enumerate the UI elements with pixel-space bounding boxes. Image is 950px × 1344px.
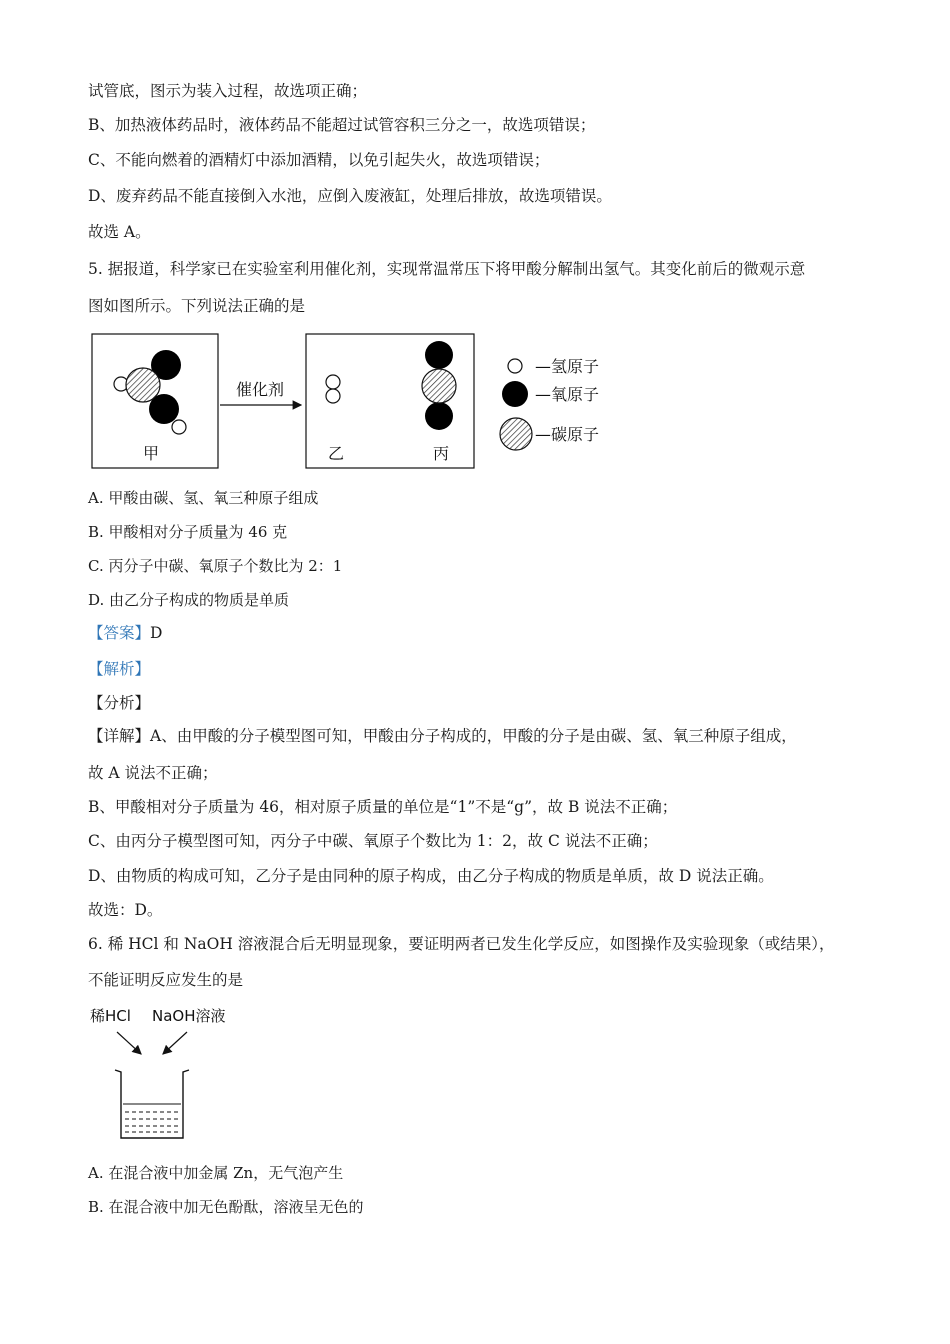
option-b: B. 在混合液中加无色酚酞，溶液呈无色的 bbox=[88, 1198, 364, 1216]
oxygen-atom bbox=[425, 402, 453, 430]
legend-oxygen-label: —氧原子 bbox=[535, 385, 600, 404]
label-bing: 丙 bbox=[432, 444, 450, 463]
beaker-diagram bbox=[85, 1000, 245, 1145]
hydrogen-atom bbox=[326, 375, 340, 389]
carbon-atom bbox=[126, 368, 160, 402]
label-yi: 乙 bbox=[327, 444, 345, 463]
option-d: D. 由乙分子构成的物质是单质 bbox=[88, 591, 290, 609]
catalyst-label: 催化剂 bbox=[235, 380, 285, 399]
detail-line: B、甲酸相对分子质量为 46，相对原子质量的单位是“1”不是“g”，故 B 说法不正确； bbox=[88, 798, 678, 816]
oxygen-atom bbox=[425, 341, 453, 369]
detail-line: D、由物质的构成可知，乙分子是由同种的原子构成，由乙分子构成的物质是单质，故 D 说法正确。 bbox=[88, 867, 774, 885]
conclusion: 故选：D。 bbox=[88, 901, 163, 919]
liquid bbox=[123, 1104, 181, 1132]
question-6-stem: 6. 稀 HCl 和 NaOH 溶液混合后无明显现象，要证明两者已发生化学反应，如图操作及实验现象（或结果）， bbox=[88, 935, 835, 953]
text-line: D、废弃药品不能直接倒入水池，应倒入废液缸，处理后排放，故选项错误。 bbox=[88, 187, 612, 205]
analysis-tag: 【解析】 bbox=[88, 660, 151, 678]
fenxi-tag: 【分析】 bbox=[88, 694, 151, 712]
hydrogen-atom bbox=[172, 420, 186, 434]
detail-line: C、由丙分子模型图可知，丙分子中碳、氧原子个数比为 1：2，故 C 说法不正确； bbox=[88, 832, 658, 850]
detail-line: 故 A 说法不正确； bbox=[88, 764, 218, 782]
answer-row bbox=[88, 623, 162, 643]
label-hcl: 稀HCl bbox=[90, 1007, 131, 1025]
question-5-stem-cont: 图如图所示。下列说法正确的是 bbox=[88, 297, 306, 315]
conclusion: 故选 A。 bbox=[88, 223, 151, 241]
carbon-atom bbox=[422, 369, 456, 403]
text-line: B、加热液体药品时，液体药品不能超过试管容积三分之一，故选项错误； bbox=[88, 116, 596, 134]
legend-hydrogen-label: —氢原子 bbox=[535, 357, 600, 376]
legend-carbon-label: —碳原子 bbox=[535, 425, 600, 444]
detail-line: 【详解】A、由甲酸的分子模型图可知，甲酸由分子构成的，甲酸的分子是由碳、氢、氧三种原子组成， bbox=[88, 727, 797, 745]
option-c: C. 丙分子中碳、氧原子个数比为 2：1 bbox=[88, 557, 343, 575]
answer-tag: 【答案】 bbox=[88, 624, 151, 642]
label-naoh: NaOH溶液 bbox=[152, 1007, 226, 1025]
label-jia: 甲 bbox=[142, 444, 160, 463]
option-a: A. 甲酸由碳、氢、氧三种原子组成 bbox=[88, 489, 319, 507]
arrow-naoh bbox=[163, 1032, 187, 1054]
reaction-diagram bbox=[85, 330, 625, 475]
option-b: B. 甲酸相对分子质量为 46 克 bbox=[88, 523, 288, 541]
text-line: 试管底，图示为装入过程，故选项正确； bbox=[88, 82, 368, 100]
legend-oxygen-icon bbox=[502, 381, 528, 407]
option-a: A. 在混合液中加金属 Zn，无气泡产生 bbox=[88, 1164, 344, 1182]
text-line: C、不能向燃着的酒精灯中添加酒精，以免引起失火，故选项错误； bbox=[88, 151, 550, 169]
legend-hydrogen-icon bbox=[508, 359, 522, 373]
legend-carbon-icon bbox=[500, 418, 532, 450]
arrow-hcl bbox=[117, 1032, 141, 1054]
answer-value: D bbox=[150, 624, 163, 642]
question-5-stem: 5. 据报道，科学家已在实验室利用催化剂，实现常温常压下将甲酸分解制出氢气。其变化前后的微观示意 bbox=[88, 260, 806, 278]
hydrogen-atom bbox=[326, 389, 340, 403]
question-6-stem-cont: 不能证明反应发生的是 bbox=[88, 971, 244, 989]
